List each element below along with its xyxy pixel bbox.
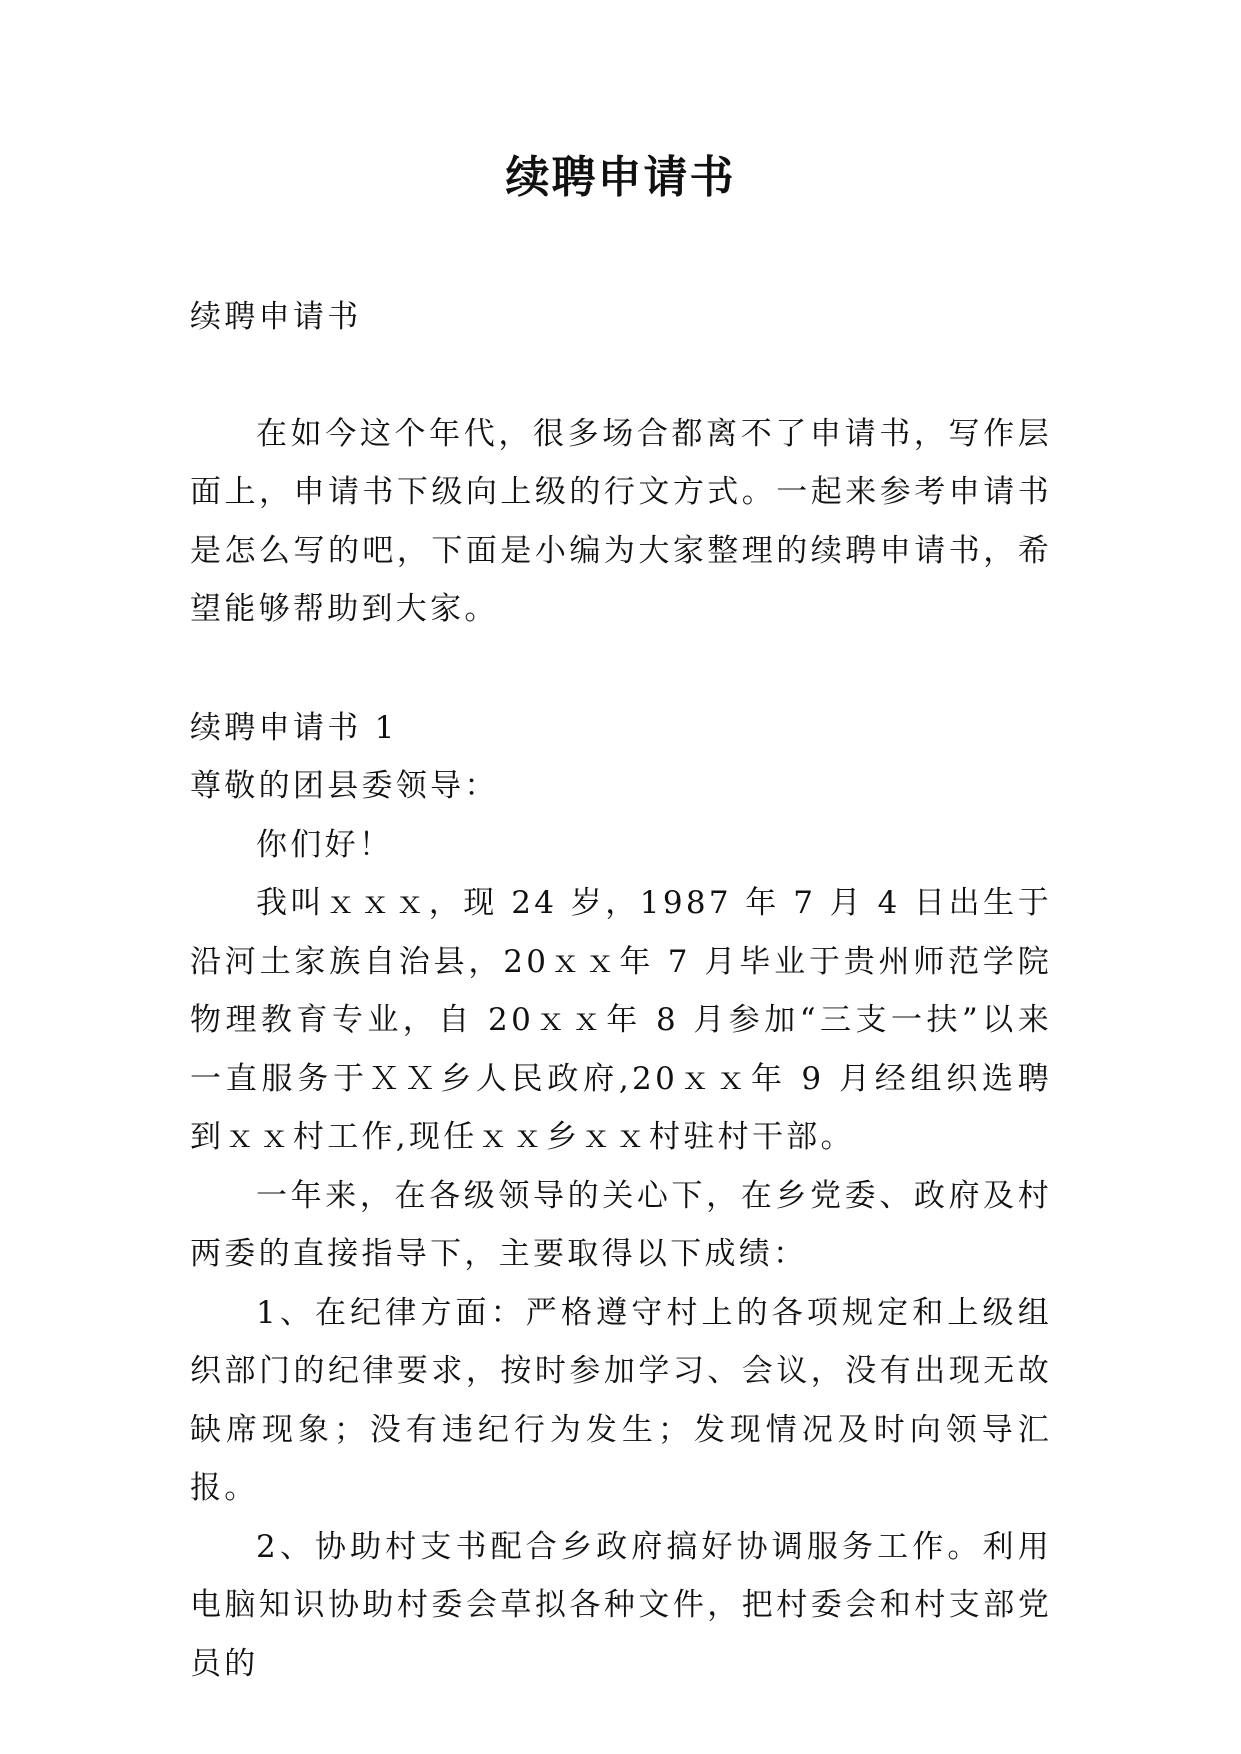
body-paragraph-discipline: 1、在纪律方面：严格遵守村上的各项规定和上级组织部门的纪律要求，按时参加学习、会议，没有出现无故缺席现象；没有违纪行为发生；发现情况及时向领导汇报。: [190, 1294, 1052, 1506]
salutation: 尊敬的团县委领导：: [190, 768, 499, 804]
body-paragraph-coordination: 2、协助村支书配合乡政府搞好协调服务工作。利用电脑知识协助村委会草拟各种文件，把村委会和村支部党员的: [190, 1528, 1052, 1682]
document-body: [190, 288, 1052, 1693]
document-title: 续聘申请书: [505, 152, 736, 203]
document-subtitle: 续聘申请书: [190, 299, 362, 335]
greeting: 你们好！: [256, 826, 394, 863]
section-heading: 续聘申请书 1: [190, 709, 398, 746]
body-paragraph-achievements: 一年来，在各级领导的关心下，在乡党委、政府及村两委的直接指导下，主要取得以下成绩：: [190, 1177, 1052, 1272]
body-paragraph-self-intro: 我叫ｘｘｘ，现 24 岁，1987 年 7 月 4 日出生于沿河土家族自治县，20ｘｘ年 7 月毕业于贵州师范学院物理教育专业，自 20ｘｘ年 8 月参加“三支一扶”以来一直服务于ＸＸ乡人民政府,20ｘｘ年 9 月经组织选聘到ｘｘ村工作,现任ｘｘ乡ｘｘ村驻村干部。: [190, 885, 1052, 1155]
intro-paragraph: 在如今这个年代，很多场合都离不了申请书，写作层面上，申请书下级向上级的行文方式。一起来参考申请书是怎么写的吧，下面是小编为大家整理的续聘申请书，希望能够帮助到大家。: [190, 415, 1052, 627]
